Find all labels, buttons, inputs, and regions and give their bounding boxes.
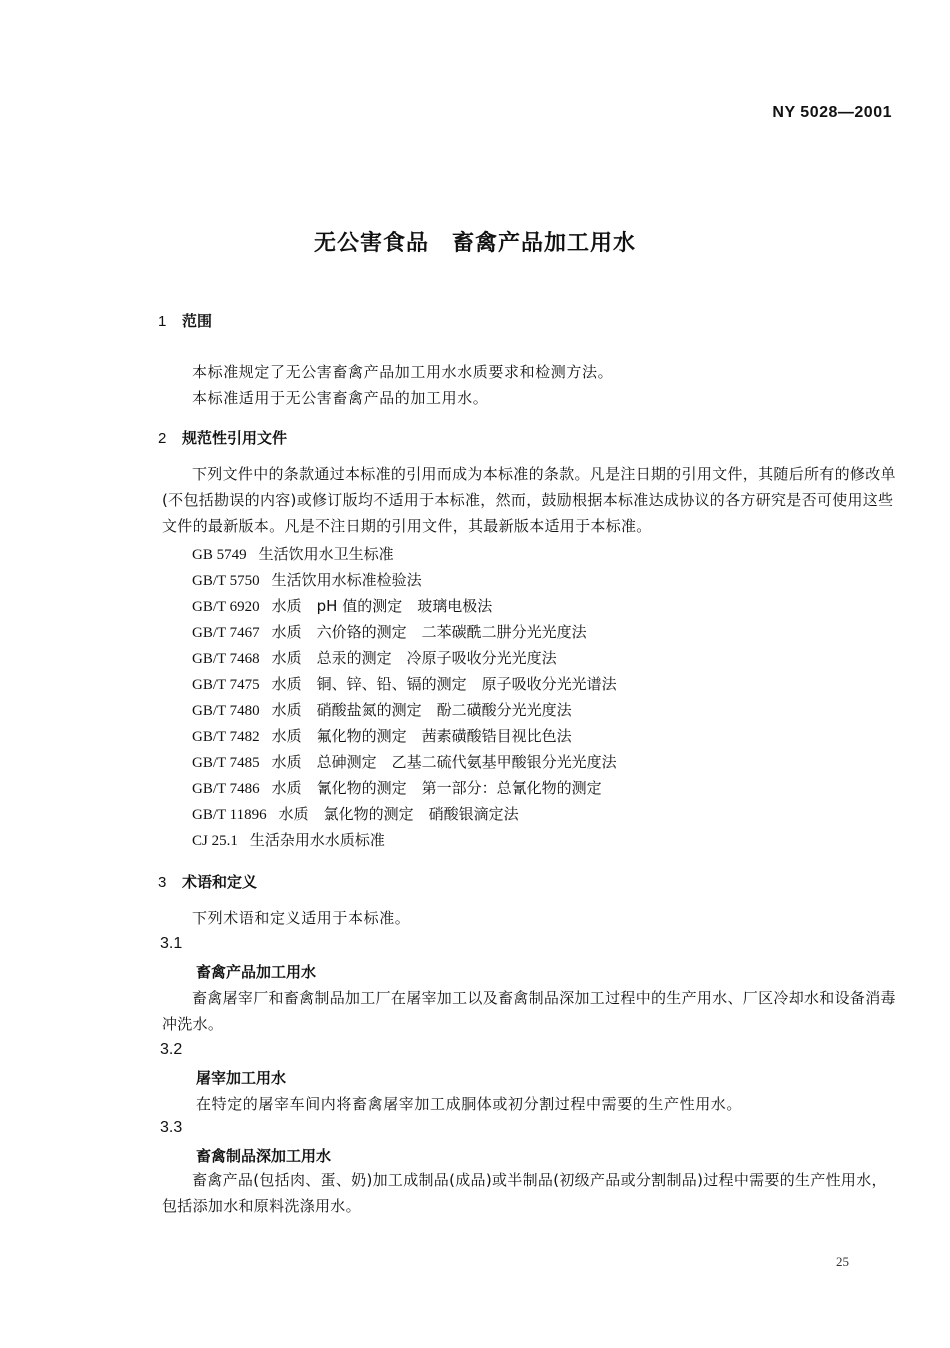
reference-code: GB/T 7468 — [192, 651, 260, 667]
reference-title: 水质 氟化物的测定 茜素磺酸锆目视比色法 — [271, 727, 572, 745]
reference-title: 水质 六价铬的测定 二苯碳酰二肼分光光度法 — [271, 623, 587, 641]
term-name: 畜禽产品加工用水 — [196, 963, 317, 981]
paragraph: 下列文件中的条款通过本标准的引用而成为本标准的条款。凡是注日期的引用文件，其随后所有的修改单(不包括勘误的内容)或修订版均不适用于本标准，然而，鼓励根据本标准达成协议的各方研究是否可使用这些文件的最新版本。凡是不注日期的引用文件，其最新版本适用于本标准。 — [162, 465, 896, 535]
reference-item — [192, 751, 617, 772]
section-number: 2 — [158, 430, 167, 447]
term-definition: 在特定的屠宰车间内将畜禽屠宰加工成胴体或初分割过程中需要的生产性用水。 — [196, 1095, 743, 1113]
section-title: 术语和定义 — [182, 873, 258, 891]
section-3-heading — [158, 871, 257, 892]
reference-title: 生活杂用水水质标准 — [249, 831, 385, 849]
term-definition: 畜禽屠宰厂和畜禽制品加工厂在屠宰加工以及畜禽制品深加工过程中的生产用水、厂区冷却水和设备消毒冲洗水。 — [162, 989, 896, 1033]
reference-item — [192, 543, 394, 564]
section-number: 3 — [158, 874, 167, 891]
reference-code: GB/T 7475 — [192, 677, 260, 693]
reference-code: GB/T 7482 — [192, 729, 260, 745]
section-title: 范围 — [182, 312, 213, 330]
reference-title: 水质 总砷测定 乙基二硫代氨基甲酸银分光光度法 — [271, 753, 617, 771]
reference-title: 水质 氯化物的测定 硝酸银滴定法 — [278, 805, 519, 823]
section-1-heading — [158, 310, 212, 331]
section-number: 1 — [158, 313, 167, 330]
paragraph: 下列术语和定义适用于本标准。 — [192, 909, 411, 927]
clause-number: 3.1 — [160, 935, 183, 952]
page-number: 25 — [836, 1254, 849, 1269]
reference-code: CJ 25.1 — [192, 833, 238, 849]
reference-item — [192, 829, 385, 850]
reference-item — [192, 803, 519, 824]
paragraph: 本标准规定了无公害畜禽产品加工用水水质要求和检测方法。 — [192, 363, 614, 381]
reference-title: 水质 pH 值的测定 玻璃电极法 — [271, 597, 493, 615]
section-2-heading — [158, 427, 287, 448]
reference-code: GB/T 7485 — [192, 755, 260, 771]
reference-code: GB 5749 — [192, 547, 247, 563]
reference-title: 水质 铜、锌、铅、镉的测定 原子吸收分光光谱法 — [271, 675, 617, 693]
reference-code: GB/T 7486 — [192, 781, 260, 797]
reference-code: GB/T 7467 — [192, 625, 260, 641]
reference-title: 水质 硝酸盐氮的测定 酚二磺酸分光光度法 — [271, 701, 572, 719]
reference-item — [192, 699, 572, 720]
reference-item — [192, 621, 587, 642]
clause-number: 3.2 — [160, 1041, 183, 1058]
reference-code: GB/T 5750 — [192, 573, 260, 589]
term-definition: 畜禽产品(包括肉、蛋、奶)加工成制品(成品)或半制品(初级产品或分割制品)过程中需要的生产性用水，包括添加水和原料洗涤用水。 — [162, 1171, 887, 1215]
reference-title: 生活饮用水卫生标准 — [258, 545, 394, 563]
clause-number: 3.3 — [160, 1119, 183, 1136]
document-title: 无公害食品 畜禽产品加工用水 — [313, 231, 636, 256]
reference-code: GB/T 6920 — [192, 599, 260, 615]
reference-code: GB/T 7480 — [192, 703, 260, 719]
reference-item — [192, 673, 617, 694]
term-name: 屠宰加工用水 — [196, 1069, 287, 1087]
reference-item — [192, 777, 602, 798]
reference-item — [192, 595, 492, 616]
reference-code: GB/T 11896 — [192, 807, 267, 823]
reference-title: 水质 氰化物的测定 第一部分：总氰化物的测定 — [271, 779, 602, 797]
term-name: 畜禽制品深加工用水 — [196, 1147, 332, 1165]
reference-item — [192, 647, 557, 668]
reference-item — [192, 569, 422, 590]
reference-title: 水质 总汞的测定 冷原子吸收分光光度法 — [271, 649, 557, 667]
document-number: NY 5028—2001 — [772, 104, 892, 121]
reference-title: 生活饮用水标准检验法 — [271, 571, 422, 589]
reference-item — [192, 725, 572, 746]
section-title: 规范性引用文件 — [182, 429, 288, 447]
paragraph: 本标准适用于无公害畜禽产品的加工用水。 — [192, 389, 489, 407]
